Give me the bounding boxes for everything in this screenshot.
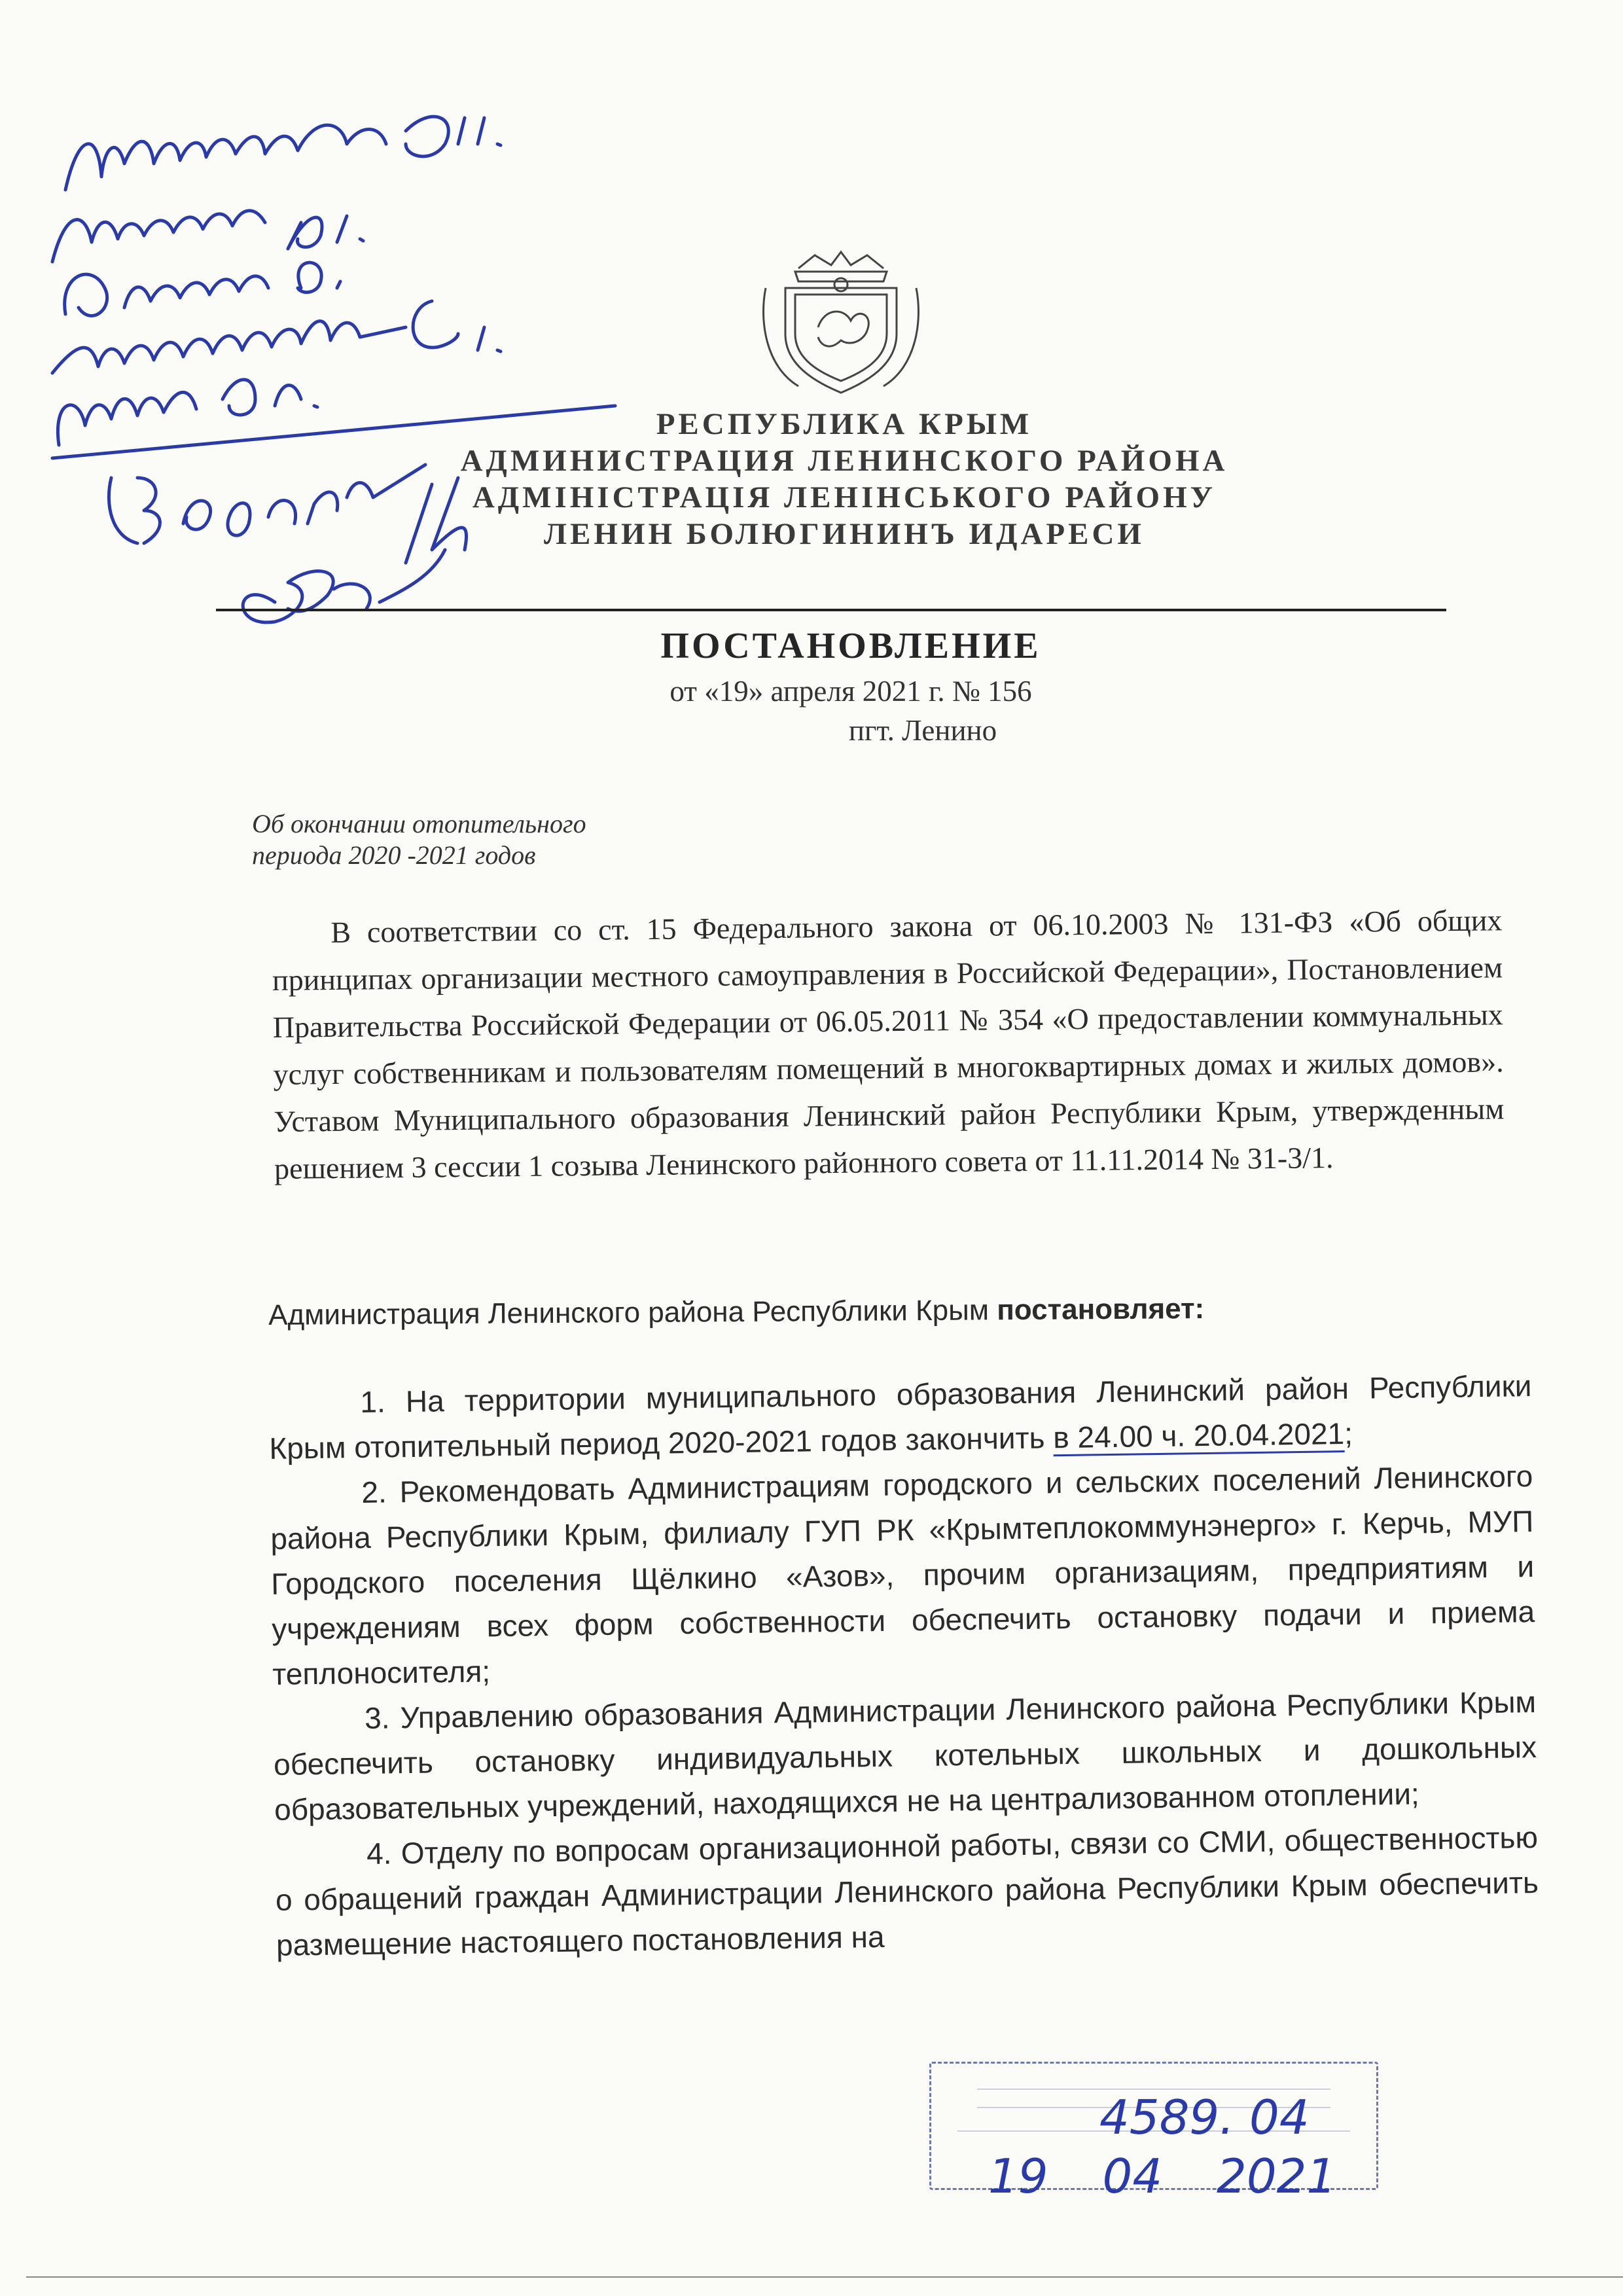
list-item: 2. Рекомендовать Администрациям городского и сельских поселений Ленинского района Республики Крым, филиалу ГУП РК «Крымтеплокоммунэнерго» г. Керчь, МУП Городского поселения Щёлкино «Азов», прочим организациям, предприятиям и учреждениям всех форм собственности обеспечить остановку подачи и приема теплоносителя; — [270, 1459, 1535, 1691]
subject-line: Об окончании отопительного — [252, 809, 586, 838]
preamble-text: В соответствии со ст. 15 Федерального закона от 06.10.2003 № 131-ФЗ «Об общих принципах организации местного самоуправления в Российской Федерации», Постановлением Правительства Российской Федерации от 06.05.2011 № 354 «О предоставлении коммунальных услуг собственникам и пользователям помещений в многоквартирных домах и жилых домов». Уставом Муниципального образования Ленинский район Республики Крым, утвержденным решением 3 сессии 1 созыва Ленинского районного совета от 11.11.2014 № 31-3/1. — [272, 903, 1505, 1185]
item-1-end: ; — [1344, 1416, 1353, 1451]
resolve-line — [268, 1291, 1381, 1332]
header-republic: РЕСПУБЛИКА КРЫМ — [656, 407, 1033, 441]
stamp-handwriting — [962, 2072, 1433, 2202]
list-item: 3. Управлению образования Администрации Ленинского района Республики Крым обеспечить остановку индивидуальных котельных школьных и дошкольных образовательных учреждений, находящихся не на централизованном отоплении; — [273, 1685, 1537, 1827]
registration-date: 19 04 2021 — [988, 2149, 1337, 2202]
letterhead — [419, 406, 1270, 552]
document-subject — [252, 808, 776, 871]
resolve-keyword: постановляет: — [997, 1293, 1205, 1327]
registration-number: 4589. 04 — [1099, 2090, 1310, 2145]
item-1-deadline: в 24.00 ч. 20.04.2021 — [1053, 1416, 1345, 1456]
coat-of-arms-icon — [759, 242, 923, 399]
document-title: ПОСТАНОВЛЕНИЕ — [660, 626, 1041, 666]
list-item: 4. Отделу по вопросам организационной работы, связи со СМИ, общественностью о обращений граждан Администрации Ленинского района Республики Крым обеспечить размещение настоящего постановления на — [275, 1820, 1539, 1962]
resolution-items — [268, 1363, 1539, 1968]
document-date: от «19» апреля 2021 г. № 156 — [669, 675, 1032, 708]
resolve-prefix: Администрация Ленинского района Республики Крым — [268, 1294, 990, 1331]
header-administration-ua: АДМІНІСТРАЦІЯ ЛЕНІНСЬКОГО РАЙОНУ — [472, 480, 1217, 514]
header-divider — [216, 609, 1446, 611]
preamble — [272, 897, 1505, 1193]
header-administration-ru: АДМИНИСТРАЦИЯ ЛЕНИНСКОГО РАЙОНА — [460, 444, 1228, 478]
list-item — [268, 1363, 1533, 1471]
subject-line: периода 2020 -2021 годов — [252, 840, 536, 870]
header-administration-crh: ЛЕНИН БОЛЮГИНИНЪ ИДАРЕСИ — [544, 517, 1145, 551]
item-1-text: 1. На территории муниципального образования Ленинский район Республики Крым отопительный период 2020-2021 годов закончить — [269, 1369, 1532, 1465]
document-place: пгт. Ленино — [848, 714, 997, 747]
scan-edge — [26, 2276, 1623, 2278]
